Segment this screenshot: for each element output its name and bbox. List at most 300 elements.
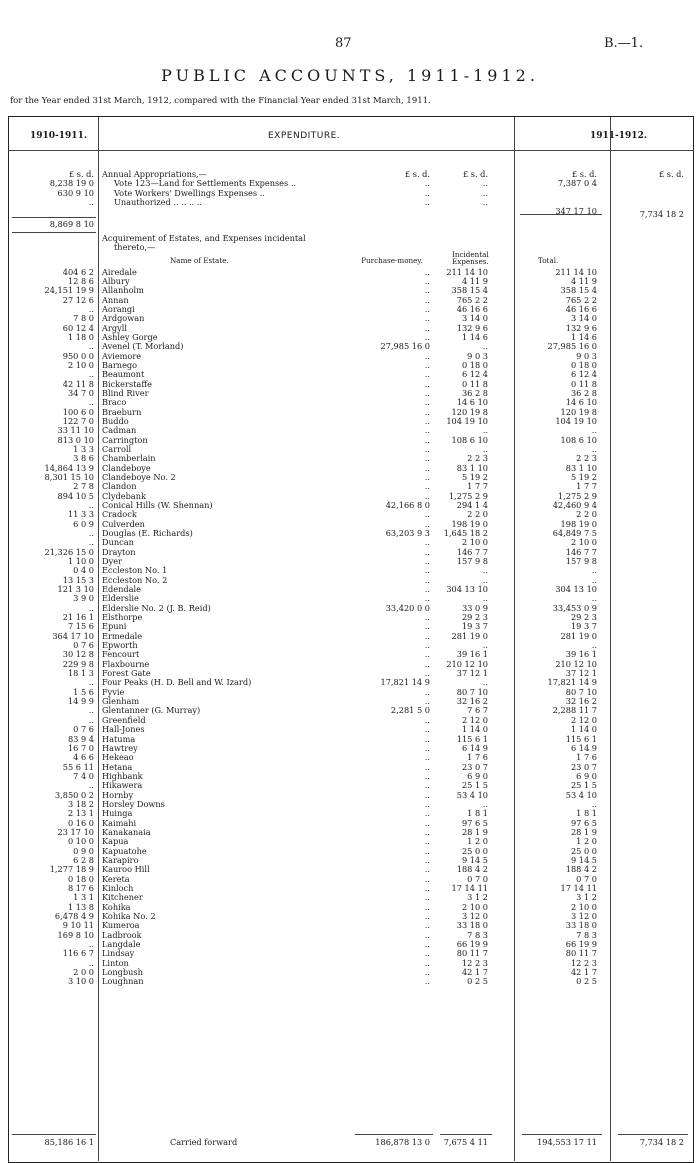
estate-purchase-money: ..: [424, 518, 430, 529]
estate-total: 0 11 8: [570, 378, 597, 389]
estate-incidental: 0 7 0: [467, 873, 488, 884]
estate-prev-year: 13 15 3: [62, 574, 94, 585]
estate-purchase-money: ..: [424, 481, 430, 492]
estate-prev-year: ..: [88, 341, 94, 352]
estate-total: 17,821 14 9: [547, 677, 597, 688]
estate-incidental: 3 14 0: [461, 313, 488, 324]
estate-name: Loughnan: [102, 976, 144, 987]
estate-name: Avenel (T. Morland): [102, 341, 184, 352]
estate-total: 2 12 0: [570, 714, 597, 725]
estate-name: Kapuatohe: [102, 845, 147, 856]
estate-total: 37 12 1: [565, 668, 597, 679]
estate-purchase-money: ..: [424, 275, 430, 286]
estate-incidental: 1 8 1: [467, 808, 488, 819]
estate-name: Four Peaks (H. D. Bell and W. Izard): [102, 677, 252, 688]
estate-purchase-money: ..: [424, 929, 430, 940]
column-divider: [514, 117, 515, 1161]
estate-name: Highbank: [102, 770, 143, 781]
estate-name: Beaumont: [102, 369, 145, 380]
estate-incidental: ..: [482, 640, 488, 651]
estate-incidental: 281 19 0: [451, 630, 488, 641]
estate-total: 358 15 4: [560, 285, 597, 296]
estate-incidental: ..: [482, 341, 488, 352]
estate-total: 4 11 9: [570, 275, 597, 286]
estate-purchase-money: ..: [424, 397, 430, 408]
estate-incidental: 120 19 8: [451, 406, 488, 417]
estate-name: Culverden: [102, 518, 145, 529]
estate-name: Cradock: [102, 509, 137, 520]
estate-purchase-money: ..: [424, 640, 430, 651]
estate-incidental: 294 1 4: [456, 500, 488, 510]
estate-name: Cadman: [102, 425, 137, 436]
lsd-header: £ s. d.: [404, 169, 430, 179]
estate-name: Epworth: [102, 640, 138, 651]
estate-name: Eccleston No. 2: [102, 574, 168, 585]
estate-name: Albury: [102, 275, 130, 286]
estate-incidental: 32 16 2: [456, 696, 488, 707]
estate-total: 97 6 5: [570, 817, 597, 828]
lsd-header: £ s. d.: [658, 169, 684, 179]
estate-incidental: 1 14 6: [461, 331, 488, 342]
estate-purchase-money: ..: [424, 817, 430, 828]
estate-total: 46 16 6: [565, 303, 597, 314]
estate-name: Langdale: [102, 938, 141, 949]
estate-incidental: 210 12 10: [446, 658, 488, 669]
estate-total: 146 7 7: [565, 546, 597, 557]
estate-prev-year: 42 11 8: [62, 378, 94, 389]
estate-incidental: 157 9 8: [456, 556, 488, 567]
estate-total: 0 2 5: [576, 976, 597, 987]
estate-total: 9 0 3: [576, 350, 597, 361]
estate-name: Aorangi: [102, 303, 135, 314]
estate-total: 1 7 6: [576, 752, 597, 763]
estate-prev-year: 8 17 6: [67, 882, 94, 893]
estate-purchase-money: ..: [424, 938, 430, 949]
estate-purchase-money: ..: [424, 574, 430, 585]
estate-incidental: 108 6 10: [451, 434, 488, 445]
estate-total: 211 14 10: [555, 266, 597, 277]
estate-prev-year: 1 13 8: [67, 901, 94, 912]
estate-purchase-money: ..: [424, 584, 430, 595]
estate-purchase-money: 63,203 9 3: [385, 528, 430, 539]
estate-name: Aviemore: [102, 350, 142, 361]
estate-prev-year: 21 16 1: [62, 612, 94, 623]
estate-name: Carroll: [102, 443, 132, 454]
estate-prev-year: 0 18 0: [67, 873, 94, 884]
estate-name: Hatuma: [102, 733, 136, 744]
carried-forward-grand: 7,734 18 2: [639, 1137, 684, 1147]
estate-purchase-money: ..: [424, 462, 430, 473]
column-divider: [98, 117, 99, 1161]
estate-total: 104 19 10: [555, 415, 597, 426]
estate-purchase-money: ..: [424, 686, 430, 697]
estate-total: 36 2 8: [570, 387, 597, 398]
estate-name: Kumeroa: [102, 920, 140, 931]
estate-name: Barnego: [102, 359, 138, 370]
estate-purchase-money: 27,985 16 0: [380, 341, 430, 352]
estate-name: Huinga: [102, 808, 133, 819]
estate-total: 2,288 11 7: [552, 705, 597, 716]
estate-name: Linton: [102, 957, 129, 968]
estate-name: Fencourt: [102, 649, 140, 660]
estate-total: 42,460 9 4: [552, 500, 597, 510]
estate-total: 1,275 2 9: [557, 490, 597, 501]
estate-name: Hawtrey: [102, 742, 138, 753]
estate-total: 2 10 0: [570, 537, 597, 548]
estate-incidental: 1 7 6: [467, 752, 488, 763]
estate-total: 0 7 0: [576, 873, 597, 884]
estate-total: 3 14 0: [570, 313, 597, 324]
appropriation-purchase: ..: [424, 178, 430, 188]
estate-purchase-money: 2,281 5 0: [390, 705, 430, 716]
estate-purchase-money: ..: [424, 967, 430, 977]
estate-incidental: 765 2 2: [456, 294, 488, 305]
estate-purchase-money: ..: [424, 780, 430, 791]
estate-name: Kauroo Hill: [102, 864, 150, 875]
estate-purchase-money: ..: [424, 331, 430, 342]
estate-name: Clandeboye No. 2: [102, 471, 176, 482]
estate-prev-year: ..: [88, 705, 94, 716]
estate-total: 6 9 0: [576, 770, 597, 781]
estate-total: 3 12 0: [570, 910, 597, 921]
carried-forward-total: 194,553 17 11: [537, 1137, 597, 1147]
estate-name: Greenfield: [102, 714, 146, 725]
estate-name: Glentanner (G. Murray): [102, 705, 201, 716]
estate-name: Ashley Gorge: [102, 331, 158, 342]
estate-prev-year: ..: [88, 602, 94, 613]
estate-total: 39 16 1: [565, 649, 597, 660]
estate-incidental: 132 9 6: [456, 322, 488, 333]
estate-name: Ermedale: [102, 630, 143, 641]
estate-prev-year: 14,864 13 9: [44, 462, 94, 473]
estate-total: 3 1 2: [576, 892, 597, 903]
estate-purchase-money: ..: [424, 733, 430, 744]
estate-prev-year: 7 4 0: [73, 770, 94, 781]
page-number: 87: [335, 36, 352, 51]
estate-name: Kitchener: [102, 892, 143, 903]
estate-purchase-money: ..: [424, 285, 430, 296]
total-rule: [12, 1134, 96, 1135]
estate-name: Dyer: [102, 556, 122, 567]
estate-incidental: 6 14 9: [461, 742, 488, 753]
estate-name: Buddo: [102, 415, 129, 426]
estate-total: ..: [591, 443, 597, 454]
estate-purchase-money: ..: [424, 350, 430, 361]
estate-incidental: 2 12 0: [461, 714, 488, 725]
estate-name: Glenham: [102, 696, 140, 707]
estate-purchase-money: ..: [424, 658, 430, 669]
estate-purchase-money: ..: [424, 826, 430, 837]
estate-name: Kanakanaia: [102, 826, 151, 837]
estate-total: 25 0 0: [570, 845, 597, 856]
estate-purchase-money: ..: [424, 434, 430, 445]
estate-incidental: 25 0 0: [461, 845, 488, 856]
estate-incidental: ..: [482, 677, 488, 688]
estate-prev-year: ..: [88, 957, 94, 968]
estate-total: 6 14 9: [570, 742, 597, 753]
carried-forward-prev: 85,186 16 1: [44, 1137, 94, 1147]
estate-prev-year: 2 13 1: [67, 808, 94, 819]
estate-total: 5 19 2: [570, 471, 597, 482]
estate-name: Hornby: [102, 789, 134, 800]
estate-purchase-money: ..: [424, 359, 430, 370]
estate-purchase-money: ..: [424, 948, 430, 959]
estate-total: 42 1 7: [570, 967, 597, 977]
estate-prev-year: 16 7 0: [67, 742, 94, 753]
estate-incidental: 28 1 9: [461, 826, 488, 837]
estate-name: Clandon: [102, 481, 137, 492]
estate-total: 83 1 10: [565, 462, 597, 473]
estate-prev-year: 33 11 10: [57, 425, 94, 436]
estate-purchase-money: ..: [424, 406, 430, 417]
estate-total: 108 6 10: [560, 434, 597, 445]
estate-incidental: 17 14 11: [451, 882, 488, 893]
estate-prev-year: 9 10 11: [62, 920, 94, 931]
estate-total: 0 18 0: [570, 359, 597, 370]
estate-name: Horsley Downs: [102, 798, 165, 809]
estate-total: ..: [591, 574, 597, 585]
estate-prev-year: 0 9 0: [73, 845, 94, 856]
estate-total: ..: [591, 593, 597, 604]
estate-name: Braco: [102, 397, 127, 408]
appropriation-incidental: ..: [482, 178, 488, 188]
estate-incidental: 80 11 7: [456, 948, 488, 959]
estate-name: Clydebank: [102, 490, 146, 501]
estate-purchase-money: ..: [424, 649, 430, 660]
estate-total: 281 19 0: [560, 630, 597, 641]
page-subtitle: for the Year ended 31st March, 1912, compared with the Financial Year ended 31st March, 1911.: [10, 96, 431, 106]
estate-incidental: 23 0 7: [461, 761, 488, 772]
estate-incidental: 4 11 9: [461, 275, 488, 286]
estate-purchase-money: ..: [424, 910, 430, 921]
estate-purchase-money: 42,166 8 0: [385, 500, 430, 510]
estate-name: Braeburn: [102, 406, 142, 417]
header-rule: [8, 150, 694, 151]
estate-prev-year: 122 7 0: [62, 415, 94, 426]
appropriation-total: 347 17 10: [555, 206, 597, 216]
estate-name: Douglas (E. Richards): [102, 528, 193, 539]
estate-prev-year: ..: [88, 369, 94, 380]
estate-purchase-money: ..: [424, 789, 430, 800]
estate-total: 64,849 7 5: [552, 528, 597, 539]
estate-prev-year: 1 3 3: [73, 443, 94, 454]
estate-total: 33 18 0: [565, 920, 597, 931]
carried-forward-incidental: 7,675 4 11: [443, 1137, 488, 1147]
estate-prev-year: 7 8 0: [73, 313, 94, 324]
estate-incidental: 304 13 10: [446, 584, 488, 595]
estate-name: Forest Gate: [102, 668, 151, 679]
estate-prev-year: 55 6 11: [62, 761, 94, 772]
estate-incidental: 19 3 7: [461, 621, 488, 632]
estate-incidental: 1 7 7: [467, 481, 488, 492]
acquirement-heading: Acquirement of Estates, and Expenses incidental: [102, 233, 306, 243]
subtotal-rule: [12, 232, 96, 233]
estate-incidental: 6 9 0: [467, 770, 488, 781]
document-reference: B.—1.: [604, 36, 644, 51]
estate-prev-year: 6 0 9: [73, 518, 94, 529]
estate-purchase-money: ..: [424, 471, 430, 482]
estate-total: 157 9 8: [565, 556, 597, 567]
estate-prev-year: 23 17 10: [57, 826, 94, 837]
estate-prev-year: 100 6 0: [62, 406, 94, 417]
estate-total: 1 14 0: [570, 724, 597, 735]
estate-incidental: 198 19 0: [451, 518, 488, 529]
estate-incidental: 1 2 0: [467, 836, 488, 847]
appropriations-prev-subtotal: 8,869 8 10: [49, 219, 94, 229]
total-header: Total.: [538, 256, 559, 265]
estate-prev-year: ..: [88, 528, 94, 539]
total-rule: [522, 1134, 602, 1135]
estate-incidental: 33 0 9: [461, 602, 488, 613]
estate-prev-year: 0 10 0: [67, 836, 94, 847]
estate-prev-year: 21,326 15 0: [44, 546, 94, 557]
estate-incidental: 36 2 8: [461, 387, 488, 398]
estate-purchase-money: ..: [424, 425, 430, 436]
estate-prev-year: 3 9 0: [73, 593, 94, 604]
estate-name: Flaxbourne: [102, 658, 150, 669]
estate-incidental: 358 15 4: [451, 285, 488, 296]
estate-prev-year: 30 12 8: [62, 649, 94, 660]
appropriation-label: Vote Workers' Dwellings Expenses ..: [114, 187, 265, 198]
estate-total: 1 14 6: [570, 331, 597, 342]
estate-incidental: 7 6 7: [467, 705, 488, 716]
estate-prev-year: 4 6 6: [73, 752, 94, 763]
estate-purchase-money: ..: [424, 490, 430, 501]
estate-total: 132 9 6: [565, 322, 597, 333]
estate-prev-year: 950 0 0: [62, 350, 94, 361]
estate-purchase-money: ..: [424, 378, 430, 389]
estate-purchase-money: ..: [424, 920, 430, 931]
appropriation-purchase: ..: [424, 197, 430, 207]
estate-incidental: ..: [482, 798, 488, 809]
estate-purchase-money: ..: [424, 798, 430, 809]
estate-prev-year: 1 18 0: [67, 331, 94, 342]
estate-prev-year: 116 6 7: [62, 948, 94, 959]
estate-name: Conical Hills (W. Shennan): [102, 500, 213, 510]
estate-incidental: 80 7 10: [456, 686, 488, 697]
estate-name: Eccleston No. 1: [102, 565, 168, 576]
estate-name: Elderslie: [102, 593, 139, 604]
estate-purchase-money: ..: [424, 761, 430, 772]
estate-incidental: 33 18 0: [456, 920, 488, 931]
estate-prev-year: 18 1 3: [67, 668, 94, 679]
estate-incidental: 9 14 5: [461, 854, 488, 865]
estate-total: 53 4 10: [565, 789, 597, 800]
estate-name: Bickerstaffe: [102, 378, 152, 389]
estate-purchase-money: ..: [424, 443, 430, 454]
total-rule: [618, 1134, 688, 1135]
estate-prev-year: 6,478 4 9: [54, 910, 94, 921]
estate-incidental: 115 6 1: [456, 733, 488, 744]
estate-incidental: ..: [482, 443, 488, 454]
estate-prev-year: 8,301 15 10: [44, 471, 94, 482]
estate-prev-year: 0 4 0: [73, 565, 94, 576]
estate-name: Blind River: [102, 387, 149, 398]
estate-total: 27,985 16 0: [547, 341, 597, 352]
estate-prev-year: 27 12 6: [62, 294, 94, 305]
estate-name: Epuni: [102, 621, 127, 632]
estate-total: 765 2 2: [565, 294, 597, 305]
subtotal-rule: [12, 217, 96, 218]
estate-name: Allanholm: [102, 285, 144, 296]
estate-purchase-money: ..: [424, 752, 430, 763]
appropriations-grand-subtotal: 7,734 18 2: [639, 209, 684, 219]
appropriation-purchase: ..: [424, 187, 430, 198]
estate-prev-year: ..: [88, 714, 94, 725]
estate-prev-year: 3 18 2: [67, 798, 94, 809]
prev-year-header: 1910-1911.: [30, 131, 87, 141]
estate-purchase-money: ..: [424, 565, 430, 576]
estate-name: Elderslie No. 2 (J. B. Reid): [102, 602, 211, 613]
estate-total: ..: [591, 565, 597, 576]
estate-purchase-money: ..: [424, 808, 430, 819]
estate-prev-year: 12 8 6: [67, 275, 94, 286]
estate-prev-year: 0 7 6: [73, 640, 94, 651]
estate-incidental: 146 7 7: [456, 546, 488, 557]
estate-total: ..: [591, 798, 597, 809]
estate-prev-year: 1 10 0: [67, 556, 94, 567]
estate-total: 29 2 3: [570, 612, 597, 623]
estate-name: Carrington: [102, 434, 148, 445]
estate-incidental: 66 19 9: [456, 938, 488, 949]
estate-incidental: 188 4 2: [456, 864, 488, 875]
estate-total: ..: [591, 425, 597, 436]
estate-name: Karapiro: [102, 854, 139, 865]
estate-prev-year: ..: [88, 500, 94, 510]
estate-purchase-money: ..: [424, 593, 430, 604]
estate-purchase-money: ..: [424, 892, 430, 903]
estate-incidental: ..: [482, 574, 488, 585]
estate-prev-year: 813 0 10: [57, 434, 94, 445]
estate-name: Kohika No. 2: [102, 910, 156, 921]
estate-incidental: 5 19 2: [461, 471, 488, 482]
appropriation-prev: 8,238 19 0: [49, 178, 94, 188]
estate-incidental: 2 10 0: [461, 537, 488, 548]
estate-total: 9 14 5: [570, 854, 597, 865]
estate-total: 304 13 10: [555, 584, 597, 595]
estate-prev-year: 3 8 6: [73, 453, 94, 464]
estate-name: Chamberlain: [102, 453, 156, 464]
estate-total: 17 14 11: [560, 882, 597, 893]
estate-name: Hall-Jones: [102, 724, 145, 735]
estate-name: Longbush: [102, 967, 143, 977]
estate-incidental: 3 1 2: [467, 892, 488, 903]
estate-incidental: 97 6 5: [461, 817, 488, 828]
estate-incidental: 2 2 3: [467, 453, 488, 464]
estate-prev-year: 34 7 0: [67, 387, 94, 398]
estate-prev-year: ..: [88, 677, 94, 688]
estate-name: Kaimahi: [102, 817, 137, 828]
estate-name: Duncan: [102, 537, 134, 548]
estate-name: Annan: [102, 294, 129, 305]
estate-incidental: ..: [482, 593, 488, 604]
estate-incidental: 6 12 4: [461, 369, 488, 380]
estate-incidental: 25 1 5: [461, 780, 488, 791]
estate-prev-year: 2 7 8: [73, 481, 94, 492]
estate-total: 210 12 10: [555, 658, 597, 669]
estate-prev-year: 60 12 4: [62, 322, 94, 333]
estate-name: Argyll: [102, 322, 127, 333]
carried-forward-label: Carried forward: [170, 1137, 238, 1147]
estate-prev-year: ..: [88, 397, 94, 408]
estate-total: 14 6 10: [565, 397, 597, 408]
estate-total: ..: [591, 640, 597, 651]
estate-purchase-money: 17,821 14 9: [380, 677, 430, 688]
estate-total: 19 3 7: [570, 621, 597, 632]
estate-total: 6 12 4: [570, 369, 597, 380]
estate-purchase-money: ..: [424, 714, 430, 725]
estate-name: Ardgowan: [102, 313, 145, 324]
